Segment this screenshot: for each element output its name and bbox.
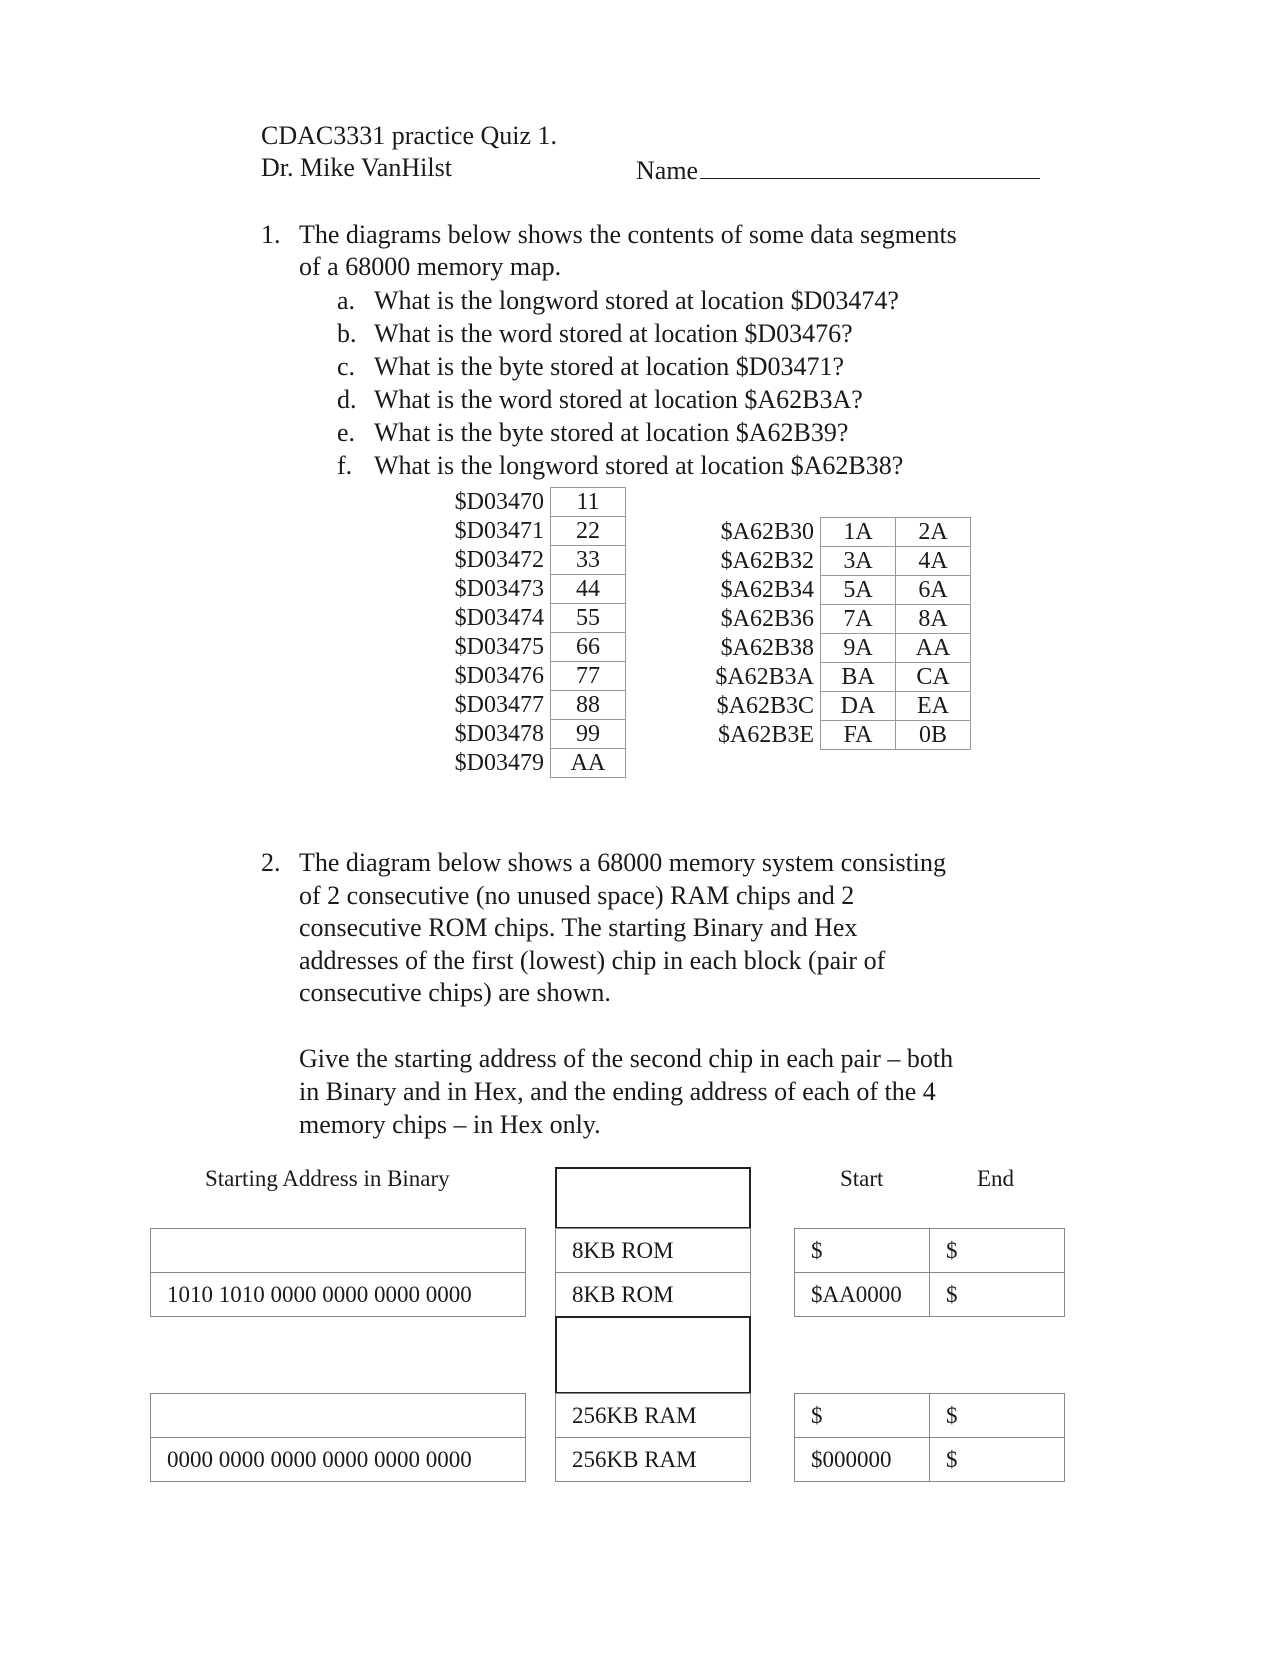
q2-para1-line: The diagram below shows a 68000 memory system consisting — [299, 848, 947, 877]
memory-byte-value: 66 — [551, 633, 626, 662]
memory-byte-high: FA — [821, 721, 896, 750]
ram-chip-lower-label: 256KB RAM — [572, 1447, 697, 1472]
memory-row — [714, 663, 971, 692]
q1-part-f-text: What is the longword stored at location $A62B38? — [374, 451, 904, 480]
name-label: Name — [636, 156, 699, 185]
memory-byte-value: 88 — [551, 691, 626, 720]
ram-start-hex: $000000 — [811, 1447, 892, 1472]
memory-byte-low: 2A — [896, 518, 971, 547]
ram-chip-upper — [555, 1393, 751, 1438]
memory-byte-low: 4A — [896, 547, 971, 576]
part-letter: d. — [337, 385, 357, 414]
q1-part-c — [337, 350, 355, 383]
memory-address: $A62B38 — [720, 635, 814, 661]
rom-chip-lower — [555, 1272, 751, 1317]
memory-row — [714, 634, 971, 663]
memory-byte-low: AA — [896, 634, 971, 663]
memory-address: $A62B30 — [720, 519, 814, 545]
rom-upper-start-cell[interactable] — [794, 1228, 930, 1273]
part-letter: b. — [337, 319, 357, 348]
memory-byte-value: 33 — [551, 546, 626, 575]
col-label-end: End — [977, 1166, 1015, 1191]
memory-row — [446, 575, 626, 604]
memory-row — [446, 517, 626, 546]
rom-binary-start: 1010 1010 0000 0000 0000 0000 — [167, 1282, 472, 1307]
memory-address: $D03474 — [454, 605, 544, 631]
instructor-name: Dr. Mike VanHilst — [261, 153, 452, 182]
memory-byte-high: 1A — [821, 518, 896, 547]
rom-lower-end-cell[interactable] — [929, 1272, 1065, 1317]
memory-row — [714, 721, 971, 750]
part-letter: a. — [337, 286, 356, 315]
ram-lower-end-cell[interactable] — [929, 1437, 1065, 1482]
memory-byte-low: CA — [896, 663, 971, 692]
memory-address: $D03475 — [454, 634, 544, 660]
memory-byte-value: AA — [551, 749, 626, 778]
memory-address: $D03479 — [454, 750, 544, 776]
name-field — [636, 152, 1040, 187]
col-label-binary: Starting Address in Binary — [205, 1166, 450, 1191]
empty-block-above-rom — [555, 1167, 751, 1229]
memory-byte-high: DA — [821, 692, 896, 721]
rom-chip-upper-label: 8KB ROM — [572, 1238, 674, 1263]
ram-upper-start-cell[interactable] — [794, 1393, 930, 1438]
q1-part-e — [337, 416, 355, 449]
name-blank-line — [700, 152, 1040, 179]
q1-part-e-text: What is the byte stored at location $A62B39? — [374, 418, 849, 447]
memory-byte-high: 3A — [821, 547, 896, 576]
course-title: CDAC3331 practice Quiz 1. — [261, 121, 558, 150]
memory-byte-value: 44 — [551, 575, 626, 604]
memory-byte-low: EA — [896, 692, 971, 721]
ram-upper-end-cell[interactable] — [929, 1393, 1065, 1438]
memory-byte-high: 7A — [821, 605, 896, 634]
memory-byte-high: 9A — [821, 634, 896, 663]
memory-row — [714, 547, 971, 576]
q1-number: 1. — [261, 220, 281, 249]
part-letter: f. — [337, 451, 353, 480]
memory-table-a62b — [714, 517, 971, 750]
memory-address: $D03478 — [454, 721, 544, 747]
memory-address: $D03477 — [454, 692, 544, 718]
memory-address: $A62B36 — [720, 606, 814, 632]
part-letter: e. — [337, 418, 356, 447]
memory-address: $D03471 — [454, 518, 544, 544]
empty-block-above-ram — [555, 1316, 751, 1394]
memory-byte-value: 11 — [551, 488, 626, 517]
memory-address: $A62B3E — [718, 722, 814, 748]
ram-binary-start-cell — [150, 1437, 526, 1482]
memory-row — [446, 488, 626, 517]
rom-lower-start-cell — [794, 1272, 930, 1317]
memory-byte-high: 5A — [821, 576, 896, 605]
q1-text-line1: The diagrams below shows the contents of some data segments — [299, 220, 957, 249]
rom-chip-upper — [555, 1228, 751, 1273]
memory-address: $D03476 — [454, 663, 544, 689]
ram-binary-answer-cell[interactable] — [150, 1393, 526, 1438]
dollar-sign: $ — [946, 1447, 958, 1472]
q1-part-f — [337, 449, 352, 482]
memory-address: $A62B3A — [715, 664, 814, 690]
rom-binary-start-cell — [150, 1272, 526, 1317]
memory-byte-value: 99 — [551, 720, 626, 749]
memory-row — [446, 633, 626, 662]
q2-para1-line: consecutive ROM chips. The starting Binary and Hex — [299, 913, 858, 942]
dollar-sign: $ — [946, 1282, 958, 1307]
rom-binary-answer-cell[interactable] — [150, 1228, 526, 1273]
ram-chip-lower — [555, 1437, 751, 1482]
q2-para1-line: consecutive chips) are shown. — [299, 978, 611, 1007]
part-letter: c. — [337, 352, 356, 381]
rom-upper-end-cell[interactable] — [929, 1228, 1065, 1273]
q1-part-d — [337, 383, 357, 416]
rom-chip-lower-label: 8KB ROM — [572, 1282, 674, 1307]
memory-row — [446, 604, 626, 633]
memory-byte-value: 55 — [551, 604, 626, 633]
memory-address: $D03473 — [454, 576, 544, 602]
memory-byte-low: 0B — [896, 721, 971, 750]
q2-para2-line: in Binary and in Hex, and the ending address of each of the 4 — [299, 1077, 936, 1106]
q1-part-d-text: What is the word stored at location $A62B3A? — [374, 385, 863, 414]
q1-part-b — [337, 317, 357, 350]
memory-address: $A62B34 — [720, 577, 814, 603]
memory-row — [446, 546, 626, 575]
memory-byte-value: 22 — [551, 517, 626, 546]
memory-byte-low: 8A — [896, 605, 971, 634]
memory-row — [714, 605, 971, 634]
memory-table-d034 — [446, 487, 626, 778]
ram-lower-start-cell — [794, 1437, 930, 1482]
memory-row — [714, 692, 971, 721]
q1-part-b-text: What is the word stored at location $D03476? — [374, 319, 853, 348]
q2-para1-line: addresses of the first (lowest) chip in each block (pair of — [299, 945, 886, 975]
ram-binary-start: 0000 0000 0000 0000 0000 0000 — [167, 1447, 472, 1472]
dollar-sign: $ — [946, 1238, 958, 1263]
q1-text-line2: of a 68000 memory map. — [299, 252, 562, 281]
memory-row — [446, 691, 626, 720]
memory-row — [714, 576, 971, 605]
rom-start-hex: $AA0000 — [811, 1282, 902, 1307]
dollar-sign: $ — [811, 1238, 823, 1263]
col-label-start: Start — [840, 1166, 884, 1191]
q2-para2-line: Give the starting address of the second chip in each pair – both — [299, 1044, 954, 1073]
memory-address: $A62B32 — [720, 548, 814, 574]
memory-byte-low: 6A — [896, 576, 971, 605]
dollar-sign: $ — [946, 1403, 958, 1428]
memory-address: $A62B3C — [716, 693, 814, 719]
q1-part-c-text: What is the byte stored at location $D03471? — [374, 352, 845, 381]
memory-address: $D03472 — [454, 547, 544, 573]
memory-row — [446, 749, 626, 778]
q2-number: 2. — [261, 848, 281, 877]
q1-part-a — [337, 284, 355, 317]
q1-part-a-text: What is the longword stored at location $D03474? — [374, 286, 899, 315]
memory-byte-high: BA — [821, 663, 896, 692]
memory-address: $D03470 — [454, 489, 544, 515]
dollar-sign: $ — [811, 1403, 823, 1428]
q2-para2-line: memory chips – in Hex only. — [299, 1110, 601, 1139]
q2-para1-line: of 2 consecutive (no unused space) RAM chips and 2 — [299, 880, 855, 910]
memory-row — [446, 662, 626, 691]
ram-chip-upper-label: 256KB RAM — [572, 1403, 697, 1428]
memory-row — [446, 720, 626, 749]
memory-byte-value: 77 — [551, 662, 626, 691]
memory-row — [714, 518, 971, 547]
